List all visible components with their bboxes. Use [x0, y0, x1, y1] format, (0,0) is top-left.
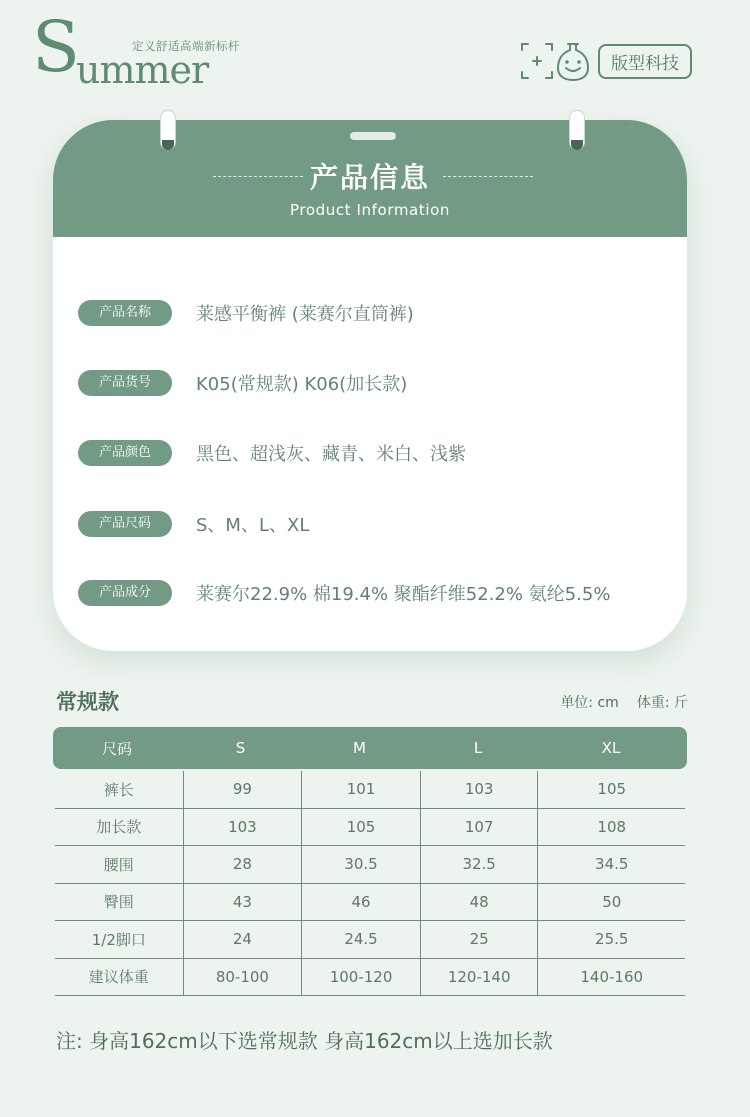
info-value: 黑色、超浅灰、藏青、米白、浅紫 [196, 444, 466, 465]
card-header [53, 120, 687, 237]
header-cell: S [235, 739, 246, 757]
table-cell: 80-100 [183, 959, 302, 996]
table-cell: 建议体重 [88, 968, 149, 987]
table-cell: 32.5 [420, 846, 538, 883]
face-scan-bottle-icon [520, 40, 590, 82]
table-cell: 101 [301, 771, 420, 808]
unit-length: 单位: cm [560, 695, 619, 711]
size-note: 注: 身高162cm以下选常规款 身高162cm以上选加长款 [56, 1029, 553, 1053]
logo-initial: S [32, 6, 80, 88]
table-cell: 140-160 [537, 959, 685, 996]
header-cell: M [353, 739, 366, 757]
unit-note [560, 692, 688, 712]
table-cell: 腰围 [103, 855, 134, 874]
table-cell: 加长款 [96, 818, 142, 837]
table-cell: 103 [183, 809, 302, 846]
card-subtitle: Product Information [290, 201, 450, 219]
title-divider-right [443, 176, 533, 177]
table-cell: 108 [537, 809, 685, 846]
info-label: 产品名称 [78, 300, 172, 326]
table-cell: 120-140 [420, 959, 538, 996]
info-row-name [78, 300, 414, 326]
size-table-title: 常规款 [56, 690, 119, 714]
info-label: 产品货号 [78, 370, 172, 396]
card-pin-left [160, 110, 176, 150]
table-cell: 24.5 [301, 921, 420, 958]
table-cell: 103 [420, 771, 538, 808]
info-label: 产品尺码 [78, 511, 172, 537]
table-cell: 50 [537, 884, 685, 921]
table-cell: 28 [183, 846, 302, 883]
brand-area [520, 40, 692, 82]
info-value: 莱感平衡裤 (莱赛尔直筒裤) [196, 304, 414, 325]
table-row [55, 846, 685, 884]
table-row [55, 771, 685, 809]
info-value: 莱赛尔22.9% 棉19.4% 聚酯纤维52.2% 氨纶5.5% [196, 584, 611, 605]
table-cell: 43 [183, 884, 302, 921]
info-label: 产品成分 [78, 580, 172, 606]
size-table-header [53, 727, 687, 769]
table-cell: 46 [301, 884, 420, 921]
info-value: S、M、L、XL [196, 515, 310, 536]
header-cell: 尺码 [101, 739, 132, 758]
table-cell: 臀围 [103, 893, 134, 912]
info-row-sku [78, 370, 407, 396]
info-row-color [78, 440, 466, 466]
table-cell: 107 [420, 809, 538, 846]
brand-badge: 版型科技 [598, 44, 692, 79]
info-row-material [78, 580, 610, 606]
table-cell: 25.5 [537, 921, 685, 958]
table-cell: 105 [301, 809, 420, 846]
table-cell: 30.5 [301, 846, 420, 883]
card-slot [350, 132, 396, 140]
table-cell: 100-120 [301, 959, 420, 996]
card-title: 产品信息 [309, 161, 430, 194]
unit-weight: 体重: 斤 [636, 695, 688, 711]
table-cell: 34.5 [537, 846, 685, 883]
table-cell: 105 [537, 771, 685, 808]
info-label: 产品颜色 [78, 440, 172, 466]
table-cell: 1/2脚口 [91, 930, 146, 949]
header-cell: XL [601, 739, 621, 757]
logo-wordmark: ummer [76, 48, 209, 92]
brand-logo [32, 6, 252, 92]
size-table-body [55, 771, 685, 996]
table-cell: 裤长 [103, 780, 134, 799]
info-row-size [78, 511, 309, 537]
table-row [55, 809, 685, 847]
table-cell: 48 [420, 884, 538, 921]
table-cell: 99 [183, 771, 302, 808]
header-cell: L [473, 739, 483, 757]
table-cell: 24 [183, 921, 302, 958]
table-row [55, 884, 685, 922]
table-cell: 25 [420, 921, 538, 958]
table-row [55, 959, 685, 997]
logo-tagline: 定义舒适高端新标杆 [132, 39, 240, 53]
info-value: K05(常规款) K06(加长款) [196, 374, 408, 395]
card-pin-right [569, 110, 585, 150]
table-row [55, 921, 685, 959]
product-info-card [53, 120, 687, 651]
